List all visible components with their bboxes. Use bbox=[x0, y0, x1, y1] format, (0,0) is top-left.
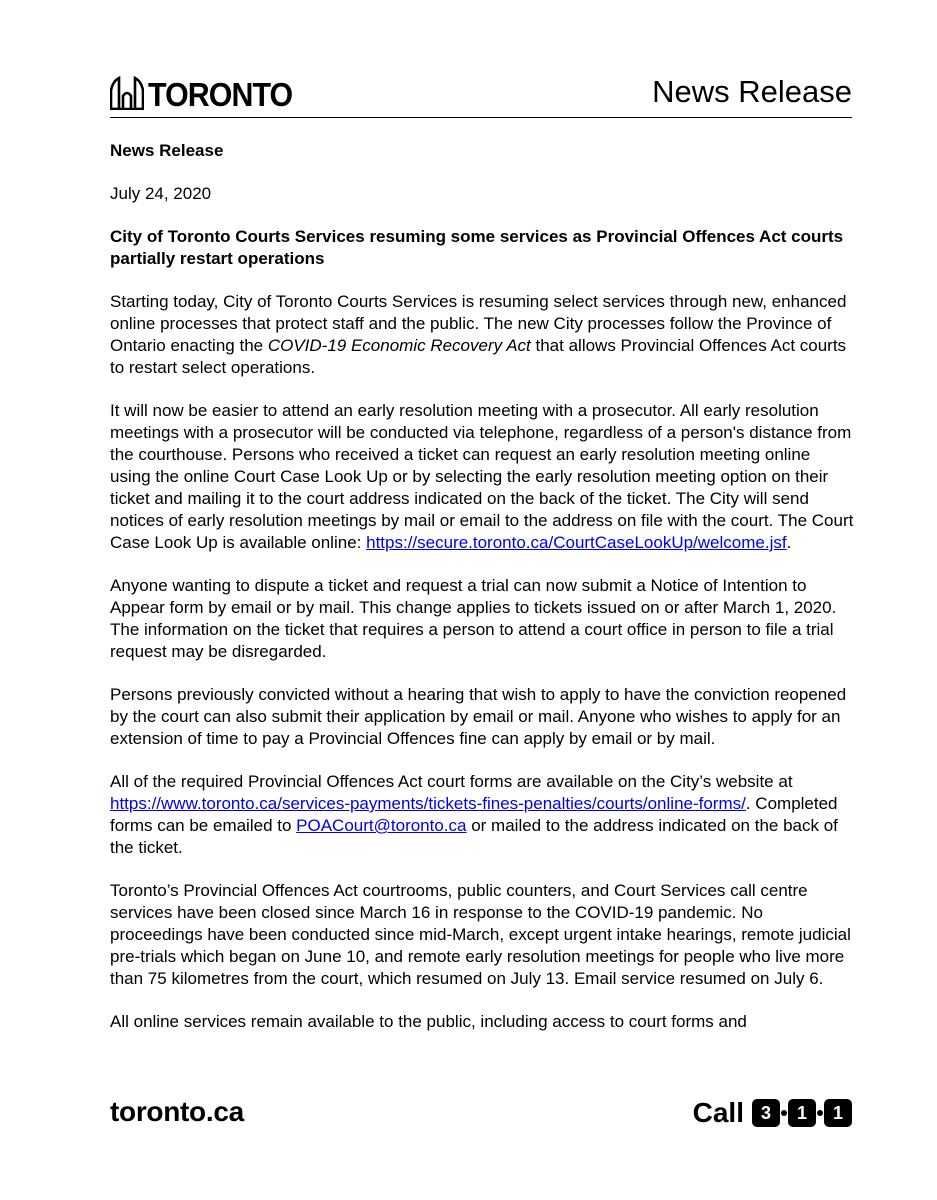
paragraph-7: All online services remain available to the public, including access to court forms and bbox=[110, 1012, 747, 1031]
paragraph-4: Persons previously convicted without a hearing that wish to apply to have the conviction reopened by the court can also submit their application by email or mail. Anyone who wishes to apply for an extension of time to pay a Provincial Offences fine can apply by email or by mail. bbox=[110, 685, 847, 748]
paragraph-2: It will now be easier to attend an early resolution meeting with a prosecutor. All early resolution meetings with a prosecutor will be conducted via telephone, regardless of a person's distance from the courthouse. Persons who received a ticket can request an early resolution meeting online using the online Court Case Look Up or by selecting the early resolution meeting option on their ticket and mailing it to the court address indicated on the back of the ticket. The City will send notices of early resolution meetings by mail or email to the address on file with the court. The Court Case Look Up is available online: https://secure.toronto.ca/CourtCaseLookUp/welcome.jsf. bbox=[110, 401, 854, 552]
call-311-badge bbox=[693, 1096, 852, 1130]
dot-separator bbox=[817, 1110, 823, 1116]
header-title: News Release bbox=[652, 74, 852, 109]
digit-1: 1 bbox=[824, 1099, 852, 1127]
act-name: COVID-19 Economic Recovery Act bbox=[267, 336, 531, 355]
page-footer bbox=[110, 1096, 852, 1136]
release-label: News Release bbox=[110, 141, 224, 160]
toronto-logo bbox=[110, 68, 305, 113]
digit-3: 3 bbox=[752, 1099, 780, 1127]
paragraph-5: All of the required Provincial Offences Act court forms are available on the City’s website at https://www.toronto.ca/services-payments/tickets-fines-penalties/courts/online-forms/. Completed forms can be emailed to POACourt@toronto.ca or mailed to the address indicated on the back of the ticket. bbox=[110, 772, 838, 857]
city-hall-icon bbox=[110, 76, 144, 110]
poa-court-email-link[interactable]: POACourt@toronto.ca bbox=[296, 816, 467, 835]
paragraph-3: Anyone wanting to dispute a ticket and request a trial can now submit a Notice of Intention to Appear form by email or by mail. This change applies to tickets issued on or after March 1, 2020. The information on the ticket that requires a person to attend a court office in person to file a trial request may be disregarded. bbox=[110, 576, 837, 661]
header-divider bbox=[110, 117, 852, 118]
online-forms-link[interactable]: https://www.toronto.ca/services-payments/tickets-fines-penalties/courts/online-forms/ bbox=[110, 794, 746, 813]
page-header bbox=[110, 60, 852, 118]
footer-website: toronto.ca bbox=[110, 1096, 244, 1127]
release-body bbox=[110, 140, 855, 1054]
dot-separator bbox=[781, 1110, 787, 1116]
call-label: Call bbox=[692, 1097, 744, 1128]
paragraph-6: Toronto’s Provincial Offences Act courtrooms, public counters, and Court Services call centre services have been closed since March 16 in response to the COVID-19 pandemic. No proceedings have been conducted since mid-March, except urgent intake hearings, remote judicial pre-trials which began on June 10, and remote early resolution meetings for people who live more than 75 kilometres from the court, which resumed on July 13. Email service resumed on July 6. bbox=[110, 881, 851, 988]
court-case-lookup-link[interactable]: https://secure.toronto.ca/CourtCaseLookUp/welcome.jsf bbox=[366, 533, 787, 552]
release-headline: City of Toronto Courts Services resuming some services as Provincial Offences Act courts partially restart operations bbox=[110, 227, 844, 268]
paragraph-1: Starting today, City of Toronto Courts Services is resuming select services through new, enhanced online processes that protect staff and the public. The new City processes follow the Province of Ontario enacting the COVID-19 Economic Recovery Act that allows Provincial Offences Act courts to restart select operations. bbox=[110, 292, 847, 377]
digit-1: 1 bbox=[788, 1099, 816, 1127]
logo-wordmark: TORONTO bbox=[148, 76, 293, 113]
release-date: July 24, 2020 bbox=[110, 184, 212, 203]
